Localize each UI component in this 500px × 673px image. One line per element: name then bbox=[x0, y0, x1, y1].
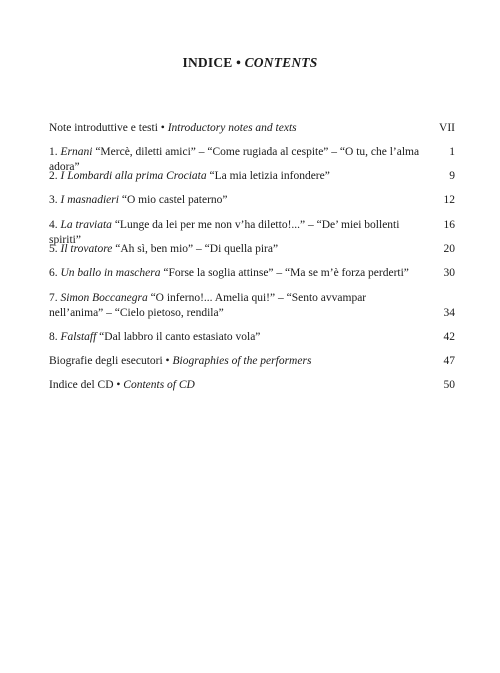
entry-work-title: Il trovatore bbox=[60, 243, 113, 255]
entry-work-title: Un ballo in maschera bbox=[60, 267, 161, 279]
entry-prefix: Biografie degli esecutori • bbox=[49, 355, 173, 367]
entry-prefix: 5. bbox=[49, 243, 61, 255]
entry-page-number: 34 bbox=[443, 307, 455, 319]
entry-page-number: 12 bbox=[443, 194, 455, 206]
entry-work-title: Introductory notes and texts bbox=[167, 122, 297, 134]
entry-prefix: 4. bbox=[49, 219, 61, 231]
entry-work-title: Contents of CD bbox=[123, 379, 195, 391]
page-title bbox=[0, 55, 500, 71]
entry-work-title: Simon Boccanegra bbox=[60, 292, 148, 304]
title-italian: INDICE bbox=[182, 55, 233, 70]
entry-rest: “O mio castel paterno” bbox=[118, 194, 228, 206]
entry-prefix: 1. bbox=[49, 146, 61, 158]
entry-work-title: Ernani bbox=[60, 146, 93, 158]
entry-prefix: 2. bbox=[49, 170, 61, 182]
title-separator: • bbox=[236, 55, 242, 70]
entry-work-title: La traviata bbox=[60, 219, 112, 231]
entry-prefix: 7. bbox=[49, 292, 61, 304]
entry-work-title: I masnadieri bbox=[60, 194, 119, 206]
entry-rest: “Dal labbro il canto estasiato vola” bbox=[96, 331, 261, 343]
entry-rest: “Lunge da lei per me non v’ha diletto!...” – “De’ miei bollenti spiriti” bbox=[49, 219, 400, 246]
entry-work-title: I Lombardi alla prima Crociata bbox=[60, 170, 207, 182]
entry-prefix: 6. bbox=[49, 267, 61, 279]
entry-page-number: 9 bbox=[449, 170, 455, 182]
entry-rest: “Ah sì, ben mio” – “Di quella pira” bbox=[112, 243, 279, 255]
entry-page-number: 30 bbox=[443, 267, 455, 279]
entry-rest: “La mia letizia infondere” bbox=[206, 170, 330, 182]
entry-page-number: VII bbox=[439, 122, 455, 134]
entry-rest: “Mercè, diletti amici” – “Come rugiada al cespite” – “O tu, che l’alma adora” bbox=[49, 146, 420, 173]
title-english: CONTENTS bbox=[244, 55, 318, 70]
entry-page-number: 42 bbox=[443, 331, 455, 343]
entry-page-number: 16 bbox=[443, 219, 455, 231]
entry-rest: “Forse la soglia attinse” – “Ma se m’è forza perderti” bbox=[160, 267, 409, 279]
entry-work-title: Biographies of the performers bbox=[172, 355, 312, 367]
entry-work-title: Falstaff bbox=[60, 331, 97, 343]
entry-prefix: Note introduttive e testi • bbox=[49, 122, 168, 134]
entry-prefix: 8. bbox=[49, 331, 61, 343]
entry-page-number: 50 bbox=[443, 379, 455, 391]
entry-page-number: 47 bbox=[443, 355, 455, 367]
entry-prefix: Indice del CD • bbox=[49, 379, 124, 391]
entry-prefix: 3. bbox=[49, 194, 61, 206]
entry-page-number: 1 bbox=[449, 146, 455, 158]
entry-rest: “O inferno!... Amelia qui!” – “Sento avvampar nell’anima” – “Cielo pietoso, rendila” bbox=[49, 292, 367, 319]
entry-page-number: 20 bbox=[443, 243, 455, 255]
